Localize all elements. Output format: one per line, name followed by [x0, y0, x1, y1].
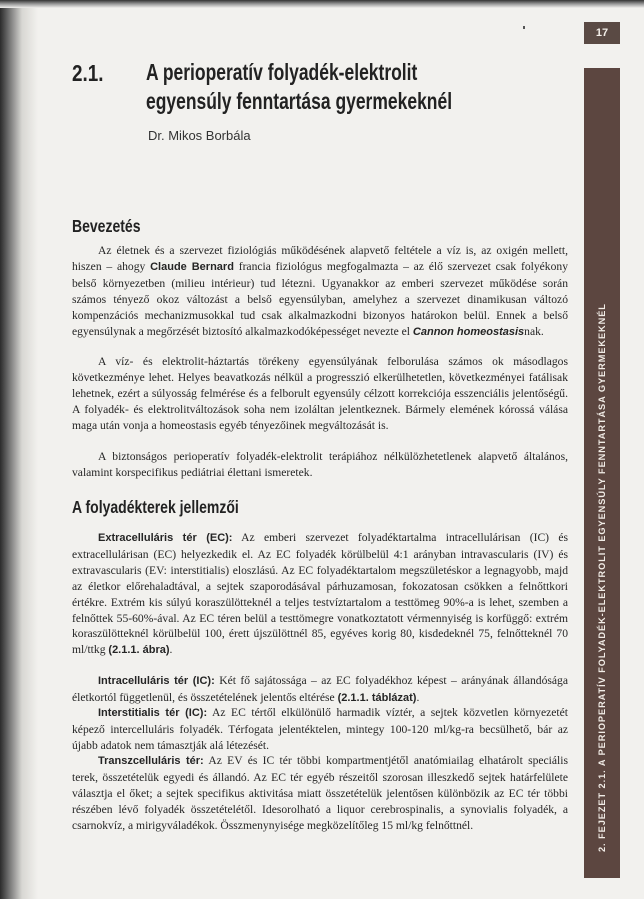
chapter-title-line1: A perioperatív folyadék-elektrolit: [146, 59, 418, 85]
fluids-paragraph-transcellular: [72, 753, 568, 834]
transcellular-text: Az EV és IC tér többi kompartmentjétől anatómiailag elhatárolt speciális terek, összetételük egyedi és állandó. Az EC tér egyéb részeitől szorosan illeszkedő sejtek határfelülete választja el őket; a sejtek specifikus aktivitása miatt összetételük jelentősen különbözik az EC tér többi részében lévő folyadék összetételétől. Idesorolható a liquor cerebrospinalis, a synovialis folyadék, a csarnokvíz, a mirigyváladékok. Összmenynyisége megközelítőleg 15 ml/kg felnőttnél.: [72, 754, 569, 832]
ic-text-a: Két fő sajátossága – az EC folyadékhoz képest – arányának állandósága életkortól függetlenül, és összetételének jelentős eltérése: [72, 674, 568, 704]
chapter-title-line2: egyensúly fenntartása gyermekeknél: [146, 88, 453, 114]
intro-paragraph-3: [72, 449, 568, 481]
chapter-side-tab-label: 2. FEJEZET 2.1. A PERIOPERATÍV FOLYADÉK-ELEKTROLIT EGYENSÚLY FENNTARTÁSA GYERMEKEKNÉL: [597, 303, 607, 852]
ic-table-ref: (2.1.1. táblázat): [337, 691, 417, 704]
chapter-title: [146, 58, 572, 116]
intro-p2-text: A víz- és elektrolit-háztartás törékeny egyensúlyának felborulása számos ok másodlagos következménye lehet. Helyes beavatkozás nélkül a progresszió elkerülhetetlen, következményei fatálisak lehetnek, ezért a súlyosság felmérése és a felborult egyensúly célzott korrekciója esszenciális jelentőségű. A folyadék- és elektrolitváltozások soha nem izoláltan jelentkeznek. Bármely elemének kórossá válása maga után vonja a homeostasis egyéb tényezőinek megváltozását is.: [72, 355, 568, 432]
transcellular-term: Transzcelluláris tér:: [98, 755, 204, 767]
ec-figure-ref: (2.1.1. ábra): [108, 644, 170, 657]
intro-p1-text-b: francia fiziológus megfogalmazta – az élő szervezet csak folyékony belső környezetben (milieu intérieur) tud létezni. Ugyanakkor az emberi szervezet működése során számos tényező okoz változást a belső egyensúlyban, amelyhez a szervezet dinamikusan változó kompenzációs mechanizmusokkal tud csak alkalmazkodni bizonyos határokon belül. Ennek a belső egyensúlynak a megőrzését biztosító alkalmazkodóképességet nevezte el: [72, 259, 568, 338]
ec-text-b: .: [169, 643, 173, 657]
interstitial-term: Interstitialis tér (IC):: [98, 707, 208, 719]
interstitial-text: Az EC tértől elkülönülő harmadik víztér, a sejtek közvetlen környezetét képező intercelluláris folyadék. Térfogata jelentéktelen, mintegy 100-120 ml/kg-ra becsülhető, bár az újabb adatok nem támasztják alá létezését.: [72, 706, 568, 752]
ec-text-a: Az emberi szervezet folyadéktartalma intracellulárisan (IC) és extracellulárisan (EC) helyezkedik el. Az EC folyadék körülbelül 4:1 arányban intravascularis (IV) és extravascularis (EV: interstitialis) eloszlású. Az EC folyadéktartalom megszületéskor a legnagyobb, majd az életkor előrehaladtával, a sejtek szaporodásával párhuzamosan, fokozatosan csökken a felnőttkori értékre. Extrém kis súlyú koraszülötteknél a teljes testvíztartalom a testtömeg 90%-a is lehet, szemben a felnőttek 55-60%-ával. Az EC téren belül a testtömegre vonatkoztatott vérmennyiség is korfüggő: extrém koraszülötteknél körülbelül 100, érett újszülöttnél 85, egyéves korig 80, kisdedeknél 75, felnőtteknél 70 ml/ttkg: [72, 531, 569, 657]
intro-p1-term: Cannon homeostasis: [412, 325, 525, 338]
intro-p1-text-a: Az életnek és a szervezet fiziológiás működésének alapvető feltétele a víz is, az oxigén mellett, hiszen – ahogy: [72, 244, 568, 273]
page-top-edge: [0, 0, 644, 8]
fluids-paragraph-interstitial: [72, 705, 568, 754]
intro-paragraph-2: [72, 354, 568, 434]
intro-p1-name: Claude Bernard: [150, 260, 234, 273]
fluids-paragraph-ec: [72, 530, 568, 659]
intro-p1-text-c: nak.: [524, 324, 544, 338]
chapter-author: Dr. Mikos Borbála: [148, 128, 251, 143]
ec-term: Extracelluláris tér (EC):: [98, 532, 233, 544]
book-spine-shadow: [0, 0, 38, 899]
chapter-number: 2.1.: [72, 60, 104, 86]
intro-paragraph-1: [72, 243, 568, 340]
ic-text-b: .: [416, 690, 420, 704]
section-heading-intro: Bevezetés: [72, 216, 141, 236]
section-heading-fluids: A folyadékterek jellemzői: [72, 497, 239, 517]
scan-speck: [523, 26, 525, 29]
ic-term: Intracelluláris tér (IC):: [98, 675, 215, 687]
fluids-paragraph-ic: [72, 673, 568, 707]
page-number: 17: [584, 22, 620, 44]
intro-p3-text: A biztonságos perioperatív folyadék-elektrolit terápiához nélkülözhetetlenek alapvető általános, valamint korspecifikus pediátriai élettani ismeretek.: [72, 450, 568, 479]
